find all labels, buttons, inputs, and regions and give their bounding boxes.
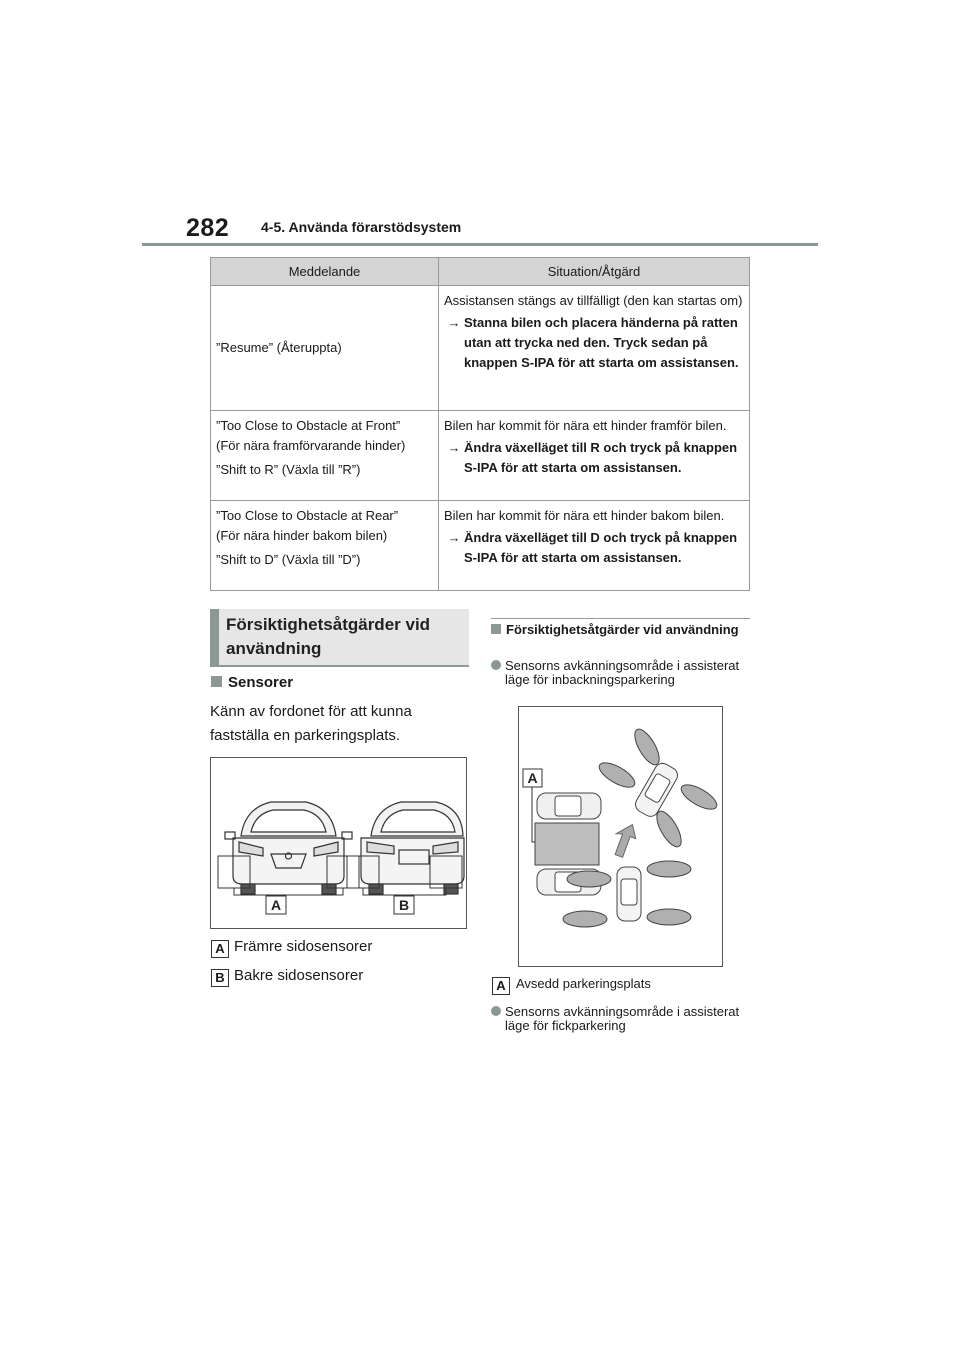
car-sensor-illustration bbox=[211, 758, 466, 928]
action-text bbox=[444, 528, 744, 568]
right-column-rule bbox=[491, 618, 750, 619]
rear-car-icon bbox=[361, 802, 464, 894]
message-table bbox=[210, 257, 750, 591]
action-label: Stanna bilen och placera händerna på ratten utan att trycka ned den. Tryck sedan på knappen S-IPA för att starta om assistansen. bbox=[464, 315, 739, 370]
message-text: ”Resume” (Återuppta) bbox=[216, 340, 342, 355]
legend-item-a bbox=[492, 976, 651, 995]
table-row bbox=[211, 411, 750, 501]
message-text: ”Too Close to Obstacle at Rear” bbox=[216, 508, 399, 523]
body-paragraph: Känn av fordonet för att kunna fastställa en parkeringsplats. bbox=[210, 703, 412, 744]
legend-key-box: A bbox=[492, 977, 510, 995]
bullet-item bbox=[491, 1005, 750, 1033]
message-text: ”Shift to R” (Växla till ”R”) bbox=[216, 462, 361, 477]
table-row bbox=[211, 501, 750, 591]
page-number: 282 bbox=[186, 214, 230, 242]
table-row bbox=[211, 286, 750, 411]
parked-car-icon bbox=[537, 793, 601, 819]
right-sub-heading bbox=[491, 623, 750, 637]
sub-heading bbox=[211, 674, 293, 691]
legend-text: Avsedd parkeringsplats bbox=[516, 976, 651, 991]
message-text: (För nära hinder bakom bilen) bbox=[216, 528, 388, 543]
table-header-row bbox=[211, 258, 750, 286]
situation-cell bbox=[439, 501, 750, 591]
legend-key-box: B bbox=[211, 969, 229, 987]
sensor-figure bbox=[210, 757, 467, 929]
square-bullet-icon bbox=[491, 624, 501, 634]
message-cell bbox=[211, 501, 439, 591]
situation-text: Assistansen stängs av tillfälligt (den kan startas om) bbox=[444, 293, 743, 308]
parking-sensor-illustration bbox=[519, 707, 722, 966]
arrow-up-icon bbox=[609, 821, 639, 860]
column-header-message: Meddelande bbox=[211, 258, 439, 286]
action-text bbox=[444, 438, 744, 478]
message-cell bbox=[211, 286, 439, 411]
bullet-text: Sensorns avkänningsområde i assisterat läge för fickparkering bbox=[505, 1004, 740, 1033]
action-label: Ändra växelläget till R och tryck på knappen S-IPA för att starta om assistansen. bbox=[464, 440, 738, 475]
arrow-right-icon: → bbox=[447, 530, 461, 545]
message-cell bbox=[211, 411, 439, 501]
dot-bullet-icon bbox=[491, 660, 501, 670]
header-rule bbox=[142, 243, 818, 246]
situation-text: Bilen har kommit för nära ett hinder bakom bilen. bbox=[444, 508, 725, 523]
label-a: A bbox=[270, 897, 282, 913]
section-heading-text: Försiktighetsåtgärder vid användning bbox=[226, 615, 431, 658]
chapter-title: 4-5. Använda förarstödsystem bbox=[261, 219, 462, 235]
message-text: ”Shift to D” (Växla till ”D”) bbox=[216, 552, 361, 567]
parking-figure bbox=[518, 706, 723, 967]
moving-car-icon bbox=[617, 867, 641, 921]
heading-accent-bar bbox=[210, 609, 219, 665]
bullet-text: Sensorns avkänningsområde i assisterat läge för inbackningsparkering bbox=[505, 658, 740, 687]
fig2-label-a: A bbox=[527, 770, 538, 786]
section-heading bbox=[210, 609, 469, 667]
right-sub-heading-text: Försiktighetsåtgärder vid användning bbox=[506, 622, 739, 637]
legend-key-box: A bbox=[211, 940, 229, 958]
bullet-item bbox=[491, 659, 750, 687]
arrow-right-icon: → bbox=[447, 440, 461, 455]
moving-car-icon bbox=[633, 760, 681, 819]
label-b: B bbox=[398, 897, 410, 913]
target-parking-spot bbox=[535, 823, 599, 865]
message-text: ”Too Close to Obstacle at Front” bbox=[216, 418, 401, 433]
column-header-situation: Situation/Åtgärd bbox=[439, 258, 750, 286]
situation-text: Bilen har kommit för nära ett hinder framför bilen. bbox=[444, 418, 727, 433]
arrow-right-icon: → bbox=[447, 315, 461, 330]
legend-text: Bakre sidosensorer bbox=[234, 967, 364, 984]
square-bullet-icon bbox=[211, 676, 222, 687]
message-text: (För nära framförvarande hinder) bbox=[216, 438, 406, 453]
legend-item-b bbox=[211, 967, 363, 987]
sub-heading-text: Sensorer bbox=[228, 674, 294, 691]
action-label: Ändra växelläget till D och tryck på knappen S-IPA för att starta om assistansen. bbox=[464, 530, 738, 565]
situation-cell bbox=[439, 411, 750, 501]
front-car-icon bbox=[225, 802, 352, 894]
action-text bbox=[444, 313, 744, 373]
situation-cell bbox=[439, 286, 750, 411]
dot-bullet-icon bbox=[491, 1006, 501, 1016]
legend-item-a bbox=[211, 938, 372, 958]
legend-text: Främre sidosensorer bbox=[234, 938, 373, 955]
